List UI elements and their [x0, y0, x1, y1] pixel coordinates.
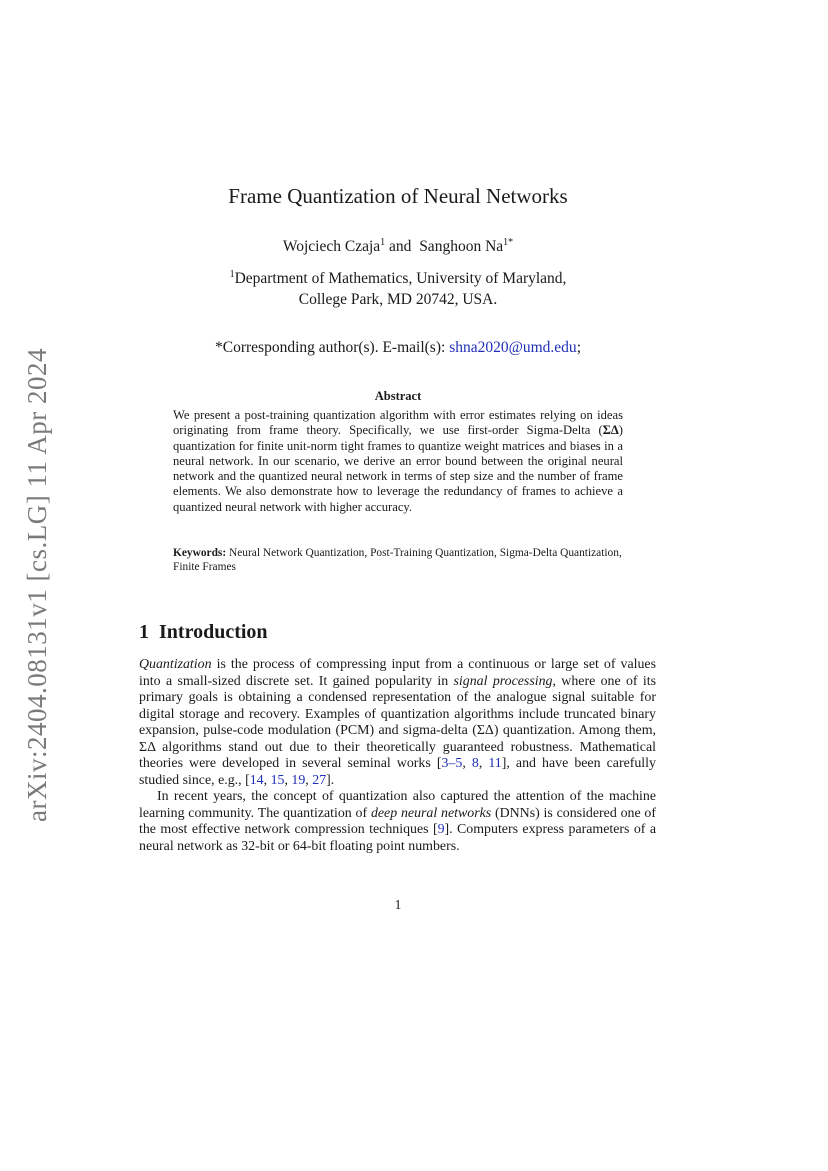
- keywords-label: Keywords:: [173, 547, 227, 559]
- citation-19[interactable]: 19: [291, 772, 306, 788]
- citation-15[interactable]: 15: [270, 772, 285, 788]
- intro-p2-text-b: (DNNs) is considered one of the most effective network compression techniques [: [139, 805, 656, 837]
- abstract-text: [173, 408, 623, 515]
- citation-9[interactable]: 9: [437, 822, 445, 837]
- keywords-text: Neural Network Quantization, Post-Training Quantization, Sigma-Delta Quantization, Finite Frames: [173, 547, 622, 574]
- introduction-body: [139, 657, 656, 855]
- author-na: Sanghoon Na: [419, 238, 504, 255]
- citation-3-5[interactable]: 3–5: [441, 756, 463, 771]
- paper-title: Frame Quantization of Neural Networks: [228, 184, 568, 208]
- section-title: Introduction: [159, 621, 268, 643]
- author-czaja-affiliation-mark: 1: [380, 236, 386, 248]
- email-link[interactable]: shna2020@umd.edu: [449, 339, 577, 356]
- abstract-part-2: ) quantization for finite unit-norm tight frames to quantize weight matrices and biases in a neural network. In our scenario, we derive an error bound between the original neural network and the quantized neural network in terms of step size and the number of frame elements. We also demonstrate how to leverage the redundancy of frames to achieve a quantized neural network with higher accuracy.: [173, 423, 623, 514]
- term-quantization: Quantization: [139, 657, 212, 672]
- author-line: [0, 238, 796, 256]
- citation-11[interactable]: 11: [488, 756, 502, 771]
- arxiv-sidebar-id: arXiv:2404.08131v1 [cs.LG] 11 Apr 2024: [22, 348, 52, 822]
- page-number: 1: [394, 897, 402, 912]
- affiliation-line-1: Department of Mathematics, University of Maryland,: [234, 270, 567, 287]
- intro-p1-text-a: is the process of compressing input from a continuous or large set of values into a small-sized discrete set. It gained popularity in: [139, 657, 656, 689]
- intro-p2-text-a: In recent years, the concept of quantization also captured the attention of the machine learning community. The quantization of: [139, 789, 656, 821]
- intro-paragraph-2: [139, 789, 656, 855]
- corresponding-prefix: *Corresponding author(s). E-mail(s):: [215, 339, 450, 356]
- affiliation: [0, 268, 796, 310]
- intro-paragraph-1: Quantization is the process of compressing input from a continuous or large set of values into a small-sized discrete set. It gained popularity in signal processing, where one of its primary goals is obtaining a condensed representation of the analogue signal suitable for digital storage and recovery. Examples of quantization algorithms include truncated binary expansion, pulse-code modulation (PCM) and sigma-delta (ΣΔ) quantization. Among them, ΣΔ algorithms stand out due to their theoretically guaranteed robustness. Mathematical theories were developed in several seminal works [3–5, 8, 11], and have been carefully studied since, e.g., [14, 15, 19, 27].: [139, 657, 656, 788]
- citation-8[interactable]: 8: [471, 756, 479, 771]
- citation-27[interactable]: 27: [312, 772, 327, 788]
- corresponding-suffix: ;: [576, 339, 581, 356]
- term-signal-processing: signal processing: [453, 673, 553, 689]
- intro-p2-text-c: ]. Computers express parameters of a neural network as 32-bit or 64-bit floating point numbers.: [139, 822, 656, 854]
- keywords: [173, 546, 623, 575]
- intro-p1-text-c: ], and have been carefully studied since, e.g., [: [139, 756, 656, 788]
- intro-p1-text-b: , where one of its primary goals is obtaining a condensed representation of the analogue signal suitable for digital storage and recovery. Examples of quantization algorithms include truncated binary expansion, pulse-code modulation (PCM) and sigma-delta (ΣΔ) quantization. Among them, ΣΔ algorithms stand out due to their theoretically guaranteed robustness. Mathematical theories were developed in several seminal works [: [139, 673, 656, 771]
- intro-p1-text-d: ].: [326, 772, 335, 788]
- affiliation-mark: 1: [229, 268, 235, 280]
- abstract-part-1: We present a post-training quantization algorithm with error estimates relying on ideas originating from frame theory. Specifically, we use first-order Sigma-Delta (: [173, 408, 623, 438]
- section-heading: [139, 621, 268, 644]
- author-czaja: Wojciech Czaja: [282, 238, 381, 255]
- section-number: 1: [139, 621, 149, 643]
- sigma-delta-symbol: ΣΔ: [602, 423, 619, 438]
- abstract-heading: Abstract: [374, 389, 422, 403]
- author-conjunction: and: [389, 238, 412, 255]
- corresponding-author: [0, 339, 796, 357]
- citation-14[interactable]: 14: [249, 772, 264, 788]
- affiliation-line-2: College Park, MD 20742, USA.: [298, 291, 498, 308]
- term-deep-neural-networks: deep neural networks: [370, 805, 492, 821]
- author-na-affiliation-mark: 1*: [503, 236, 514, 248]
